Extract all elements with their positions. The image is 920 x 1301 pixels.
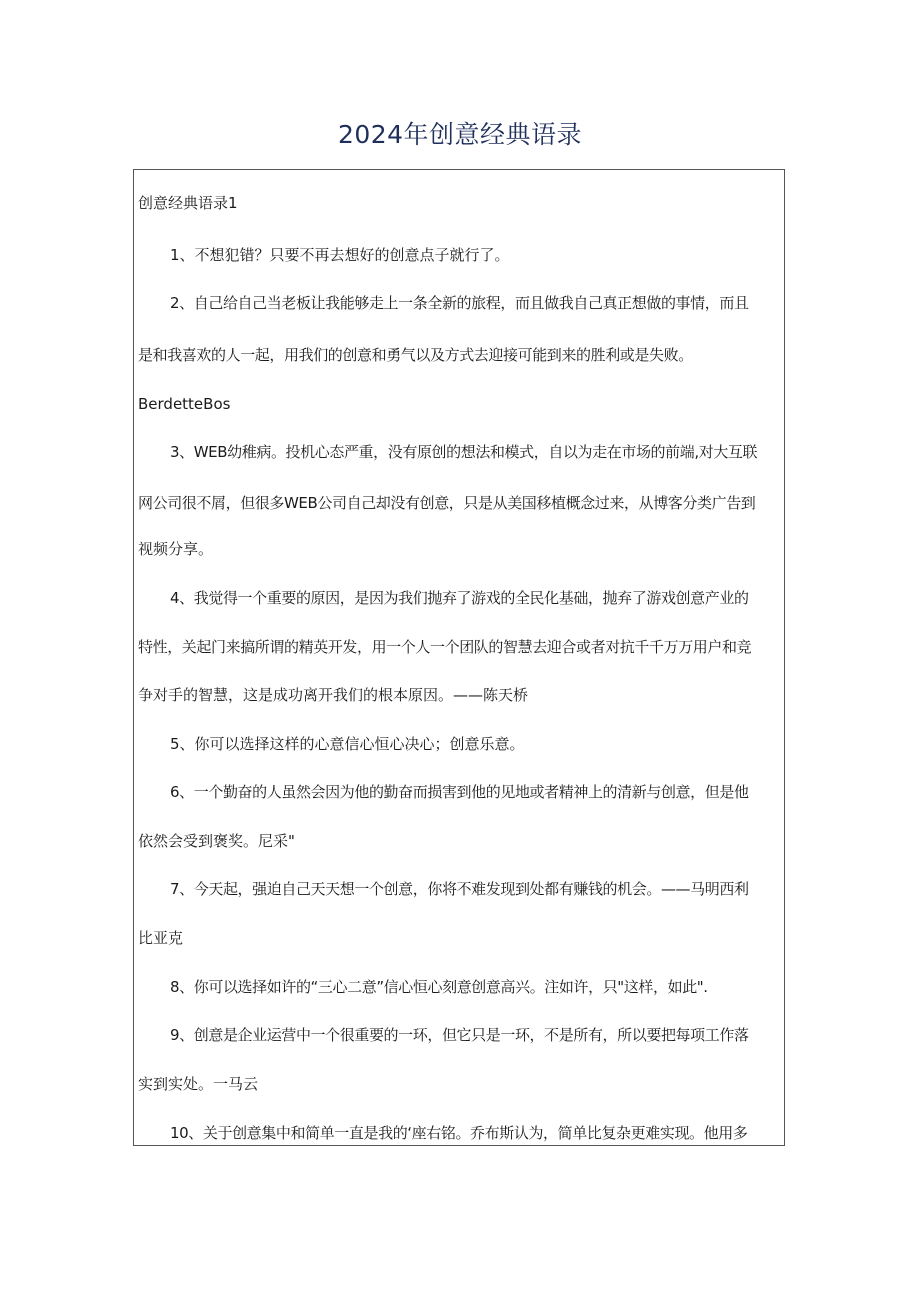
page-title: 2024年创意经典语录	[337, 120, 583, 149]
paragraph-line: 8、你可以选择如许的“三心二意”信心恒心刻意创意高兴。注如许，只"这样，如此".	[170, 978, 708, 996]
paragraph-line: 5、你可以选择这样的心意信心恒心决心；创意乐意。	[170, 735, 525, 753]
paragraph-line: BerdetteBos	[138, 395, 231, 413]
paragraph-line: 10、关于创意集中和简单一直是我的‘座右铭。乔布斯认为，简单比复杂更难实现。他用多	[170, 1124, 748, 1142]
paragraph-line: 特性，关起门来搞所谓的精英开发，用一个人一个团队的智慧去迎合或者对抗千千万万用户和竞	[138, 638, 752, 656]
content-box	[133, 169, 785, 1146]
paragraph-line: 4、我觉得一个重要的原因，是因为我们抛弃了游戏的全民化基础，抛弃了游戏创意产业的	[170, 589, 749, 607]
paragraph-line: 实到实处。一马云	[138, 1075, 259, 1093]
paragraph-line: 网公司很不屑，但很多WEB公司自己却没有创意，只是从美国移植概念过来，从博客分类广告到	[138, 494, 756, 512]
paragraph-line: 视频分享。	[138, 540, 214, 558]
paragraph-line: 7、今天起，强迫自己天天想一个创意，你将不难发现到处都有赚钱的机会。——马明西利	[170, 880, 749, 898]
paragraph-line: 是和我喜欢的人一起，用我们的创意和勇气以及方式去迎接可能到来的胜利或是失败。	[138, 346, 693, 364]
paragraph-line: 1、不想犯错？只要不再去想好的创意点子就行了。	[170, 246, 510, 264]
section-heading: 创意经典语录1	[138, 194, 238, 212]
paragraph-line: 比亚克	[138, 929, 184, 947]
paragraph-line: 2、自己给自己当老板让我能够走上一条全新的旅程，而且做我自己真正想做的事情，而且	[170, 294, 749, 312]
paragraph-line: 3、WEB幼稚病。投机心态严重，没有原创的想法和模式，自以为走在市场的前端,对大互联	[170, 443, 758, 461]
paragraph-line: 争对手的智慧，这是成功离开我们的根本原因。——陈天桥	[138, 686, 529, 704]
paragraph-line: 9、创意是企业运营中一个很重要的一环，但它只是一环，不是所有，所以要把每项工作落	[170, 1026, 749, 1044]
paragraph-line: 6、一个勤奋的人虽然会因为他的勤奋而损害到他的见地或者精神上的清新与创意，但是他	[170, 783, 749, 801]
paragraph-line: 依然会受到褒奖。尼采"	[138, 832, 295, 850]
